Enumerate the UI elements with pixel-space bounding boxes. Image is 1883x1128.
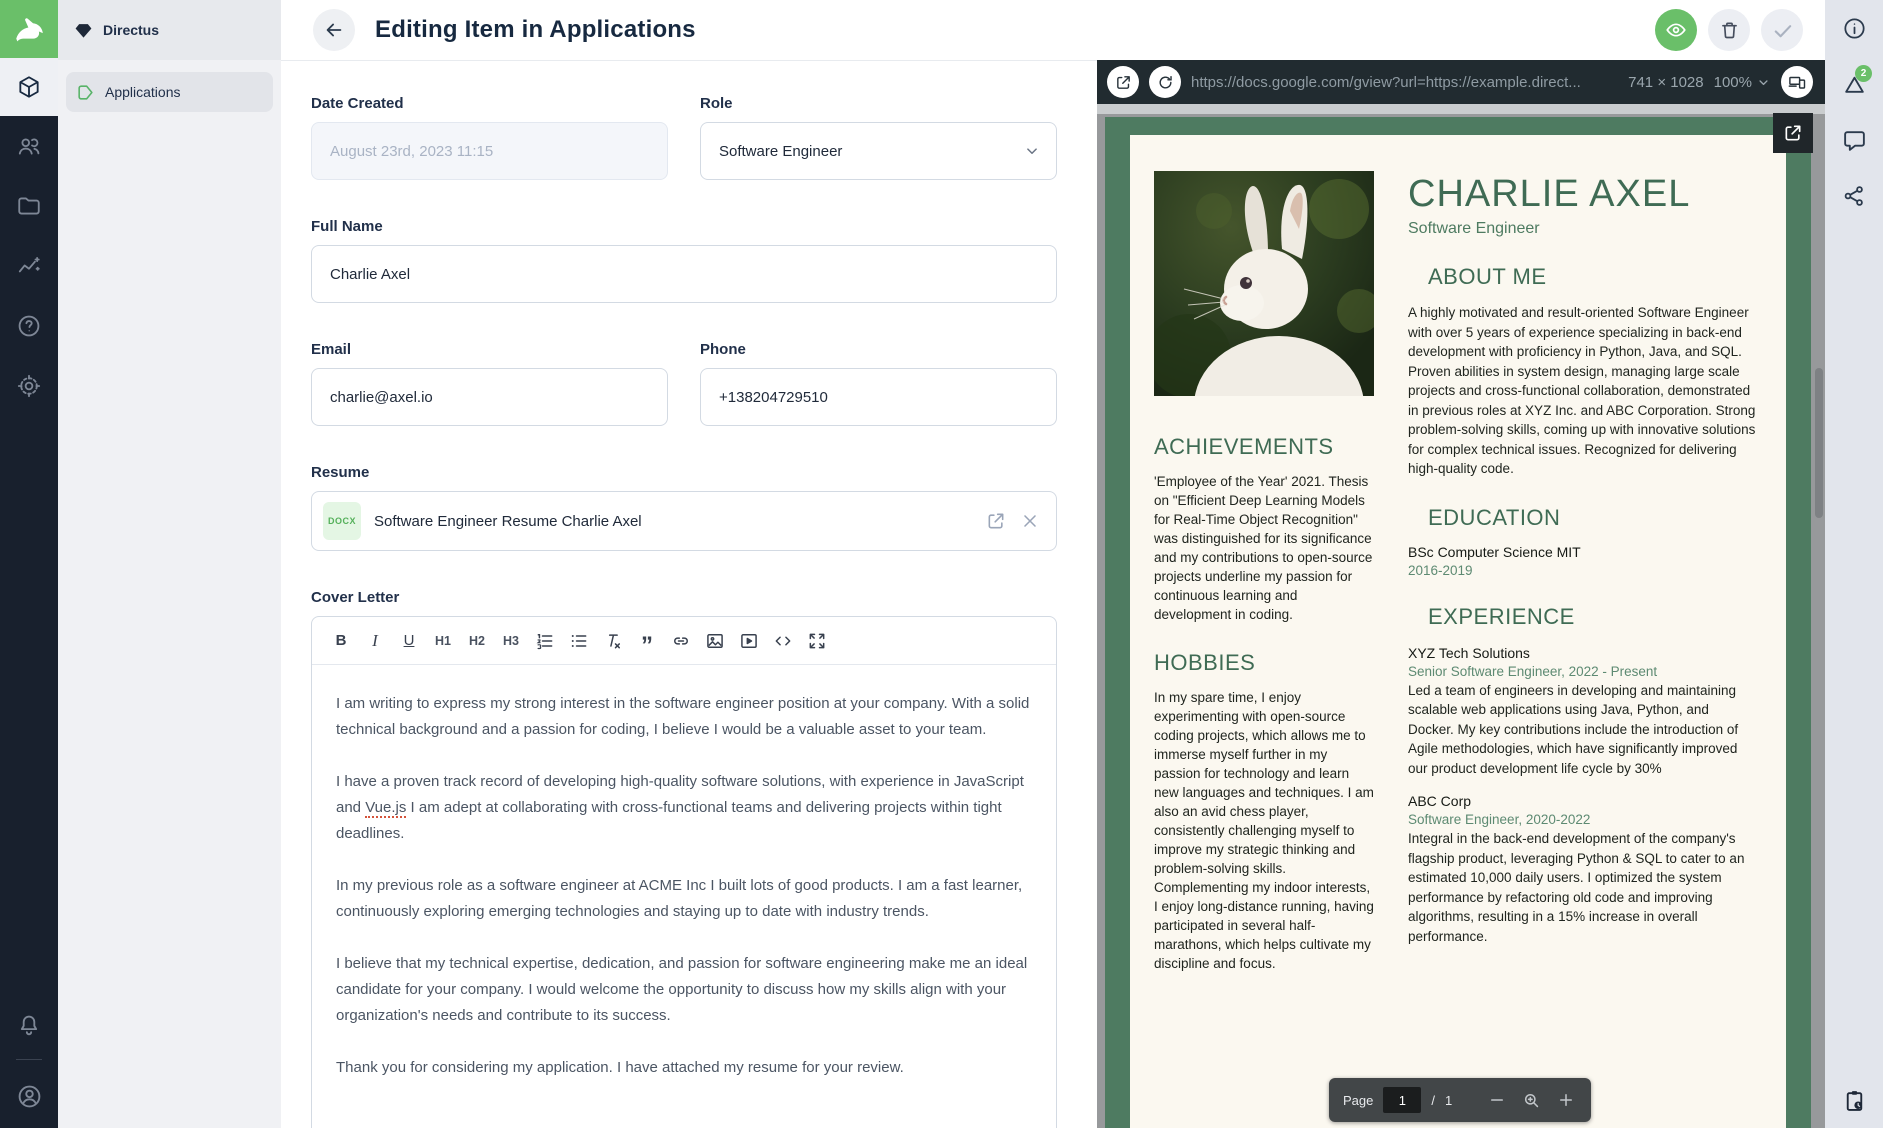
applicant-photo xyxy=(1154,171,1374,396)
resume-left-column xyxy=(1154,171,1374,1128)
zoom-in-button[interactable] xyxy=(1549,1091,1583,1109)
fullscreen-button[interactable] xyxy=(803,626,831,656)
refresh-preview-button[interactable] xyxy=(1149,66,1181,98)
zoom-level-select[interactable] xyxy=(1714,74,1771,91)
remove-file-icon[interactable] xyxy=(1020,511,1040,531)
users-icon xyxy=(16,133,42,159)
editor-toolbar xyxy=(312,617,1056,665)
module-bar-divider xyxy=(16,1059,42,1060)
education-degree: BSc Computer Science MIT xyxy=(1408,543,1581,560)
full-name-input[interactable] xyxy=(311,245,1057,303)
preview-url[interactable]: https://docs.google.com/gview?url=https://example.direct... xyxy=(1191,73,1581,91)
rabbit-logo-icon xyxy=(12,12,46,46)
page-total: 1 xyxy=(1445,1092,1453,1108)
resume-document-frame xyxy=(1105,117,1811,1128)
notification-count-badge: 2 xyxy=(1855,65,1872,82)
page-number-input[interactable] xyxy=(1383,1087,1421,1113)
job-role: Senior Software Engineer, 2022 - Present xyxy=(1408,663,1658,679)
info-drawer-button[interactable] xyxy=(1825,0,1883,56)
document-viewport xyxy=(1097,104,1825,1128)
workspace xyxy=(281,0,1825,1128)
hobbies-text: In my spare time, I enjoy experimenting with open-source coding projects, which allows me to immerse myself further in my passion for technology and learn new languages and techniques. I am also an avid chess player, consistently challenging myself to improve my strategic thinking and problem-solving skills. Complementing my indoor interests, I enjoy long-distance running, having participated in several half-marathons, which helps cultivate my discipline and focus. xyxy=(1154,690,1374,971)
resume-file-field[interactable] xyxy=(311,491,1057,551)
folder-icon xyxy=(16,193,42,219)
arrow-left-icon xyxy=(323,19,345,41)
preview-url-bar xyxy=(1097,60,1825,104)
cover-letter-paragraph: I believe that my technical expertise, dedication, and passion for software engineering make me an ideal candidate for your company. I would welcome the opportunity to discuss how my skills align with your organization's needs and contribute to its success. xyxy=(336,955,1028,1024)
h3-button[interactable]: H3 xyxy=(503,633,519,648)
module-settings[interactable] xyxy=(0,356,58,416)
job-description: Integral in the back-end development of the company's flagship product, leveraging Python & SQL to cater to an estimated 10,000 daily users. I optimized the system performance by refactoring old code and improving algorithms, resulting in a 15% increase in overall performance. xyxy=(1408,831,1745,944)
module-files[interactable] xyxy=(0,176,58,236)
insights-chart-icon xyxy=(16,253,42,279)
date-created-label: Date Created xyxy=(311,95,404,112)
field-full-name xyxy=(311,218,1057,303)
education-years: 2016-2019 xyxy=(1408,562,1473,578)
cover-letter-paragraph: I have a proven track record of developing high-quality software solutions, with experience in JavaScript and Vue.js I am adept at collaborating with cross-functional teams and delivering projects within tight deadlines. xyxy=(336,773,1024,842)
cover-letter-text[interactable] xyxy=(312,665,1056,1128)
zoom-level-value: 100% xyxy=(1713,73,1752,91)
role-label: Role xyxy=(700,95,733,112)
field-cover-letter xyxy=(311,589,1057,1128)
about-text: A highly motivated and result-oriented Software Engineer with over 5 years of experience specializing in back-end development with proficiency in Python, Java, and SQL. Proven abilities in system design, managing large scale projects and cross-functional collaboration, demonstrated in previous roles at XYZ Inc. and ABC Corporation. Strong problem-solving skills, coming up with innovative solutions for complex technical issues. Recognized for delivering high-quality code. xyxy=(1408,305,1756,476)
live-preview-panel xyxy=(1097,60,1825,1128)
email-label: Email xyxy=(311,341,352,358)
italic-button[interactable]: I xyxy=(372,630,378,650)
link-button[interactable] xyxy=(667,626,695,656)
docx-file-badge: DOCX xyxy=(323,502,361,540)
role-select[interactable] xyxy=(700,122,1057,180)
popout-document-button[interactable] xyxy=(1773,113,1813,153)
field-phone xyxy=(700,341,1057,426)
project-gem-icon xyxy=(74,21,93,40)
share-icon xyxy=(1842,184,1866,208)
delete-button[interactable] xyxy=(1708,9,1750,51)
resume-page xyxy=(1130,135,1786,1128)
blockquote-button[interactable]: ” xyxy=(641,631,653,659)
share-drawer-button[interactable] xyxy=(1825,168,1883,224)
full-name-label: Full Name xyxy=(311,218,383,235)
achievements-text: 'Employee of the Year' 2021. Thesis on "Efficient Deep Learning Models for Real-Time Object Recognition" was distinguished for its significance and my contributions to open-source projects underline my passion for continuous learning and development in coding. xyxy=(1154,474,1373,622)
open-file-icon[interactable] xyxy=(986,511,1006,531)
sidebar-item-label: Applications xyxy=(105,84,181,100)
collection-tag-icon xyxy=(76,83,95,102)
resume-file-name: Software Engineer Resume Charlie Axel xyxy=(374,512,642,530)
page-header xyxy=(281,0,1825,60)
pdf-page-toolbar xyxy=(1329,1078,1591,1122)
check-icon xyxy=(1771,19,1794,42)
applicant-name: CHARLIE AXEL xyxy=(1408,173,1691,215)
responsive-device-toggle-button[interactable] xyxy=(1781,66,1813,98)
education-heading: EDUCATION xyxy=(1428,504,1561,530)
about-heading: ABOUT ME xyxy=(1428,264,1547,289)
page-label: Page xyxy=(1343,1092,1374,1108)
date-created-input xyxy=(311,122,668,180)
info-icon xyxy=(1842,16,1867,41)
clipboard-clock-icon xyxy=(1842,1088,1867,1113)
account-circle-icon xyxy=(16,1083,43,1110)
open-in-new-icon xyxy=(1783,123,1803,143)
gear-icon xyxy=(16,373,42,399)
code-button[interactable] xyxy=(769,626,797,656)
notifications-bell[interactable] xyxy=(0,995,58,1055)
module-insights[interactable] xyxy=(0,236,58,296)
module-bar xyxy=(0,0,58,1128)
project-name: Directus xyxy=(103,22,160,38)
resume-label: Resume xyxy=(311,464,370,481)
sidebar-item-applications[interactable] xyxy=(66,72,273,112)
field-email xyxy=(311,341,668,426)
experience-heading: EXPERIENCE xyxy=(1428,603,1575,629)
zoom-out-button[interactable] xyxy=(1480,1091,1514,1109)
item-form xyxy=(281,60,1097,1128)
applicant-title: Software Engineer xyxy=(1408,220,1540,237)
bullet-list-button[interactable] xyxy=(565,626,593,656)
module-help[interactable] xyxy=(0,296,58,356)
revisions-drawer-button[interactable] xyxy=(1825,56,1883,112)
job-role: Software Engineer, 2020-2022 xyxy=(1408,812,1591,827)
activity-drawer-button[interactable] xyxy=(1825,1072,1883,1128)
preview-button[interactable] xyxy=(1655,9,1697,51)
cover-letter-label: Cover Letter xyxy=(311,589,400,606)
directus-logo[interactable] xyxy=(0,0,58,58)
project-switcher[interactable] xyxy=(58,0,281,60)
achievements-heading: ACHIEVEMENTS xyxy=(1154,434,1334,459)
module-content[interactable] xyxy=(0,58,58,116)
cover-letter-paragraph: In my previous role as a software engineer at ACME Inc I built lots of good products. I am a fast learner, continuously exploring emerging technologies and staying up to date with industry trends. xyxy=(336,877,1023,920)
underline-button[interactable]: U xyxy=(403,632,415,649)
bold-button[interactable]: B xyxy=(335,632,347,649)
resume-right-column xyxy=(1408,171,1762,1128)
phone-label: Phone xyxy=(700,341,746,358)
right-sidebar xyxy=(1825,0,1883,1128)
module-users[interactable] xyxy=(0,116,58,176)
field-resume xyxy=(311,464,1057,551)
preview-dimensions: 741 × 1028 xyxy=(1628,73,1704,91)
rich-text-editor xyxy=(311,616,1057,1128)
eye-icon xyxy=(1665,19,1687,41)
navigation-panel xyxy=(58,0,281,1128)
trash-icon xyxy=(1719,20,1740,41)
content-cube-icon xyxy=(16,74,42,100)
spellcheck-flagged-word: Vue.js xyxy=(365,799,407,816)
field-date-created xyxy=(311,95,668,180)
comment-bubble-icon xyxy=(1842,128,1867,153)
job-company: ABC Corp xyxy=(1408,793,1472,809)
cover-letter-paragraph: I am writing to express my strong interest in the software engineer position at your company. With a solid technical background and a passion for coding, I believe I would be a valuable asset to your team. xyxy=(336,695,1030,738)
page-title: Editing Item in Applications xyxy=(375,16,696,43)
ordered-list-button[interactable] xyxy=(531,626,559,656)
cover-letter-paragraph: Thank you for considering my application. I have attached my resume for your review. xyxy=(336,1059,904,1076)
preview-scrollbar-thumb[interactable] xyxy=(1815,368,1823,518)
clear-format-button[interactable] xyxy=(599,626,627,656)
h2-button[interactable]: H2 xyxy=(469,633,485,648)
job-company: XYZ Tech Solutions xyxy=(1408,644,1530,661)
field-role xyxy=(700,95,1057,180)
email-input[interactable] xyxy=(311,368,668,426)
open-preview-new-tab-button[interactable] xyxy=(1107,66,1139,98)
zoom-tool-button[interactable] xyxy=(1514,1091,1549,1110)
hobbies-heading: HOBBIES xyxy=(1154,650,1256,675)
insert-video-button[interactable] xyxy=(735,626,763,656)
user-account[interactable] xyxy=(0,1064,58,1128)
insert-image-button[interactable] xyxy=(701,626,729,656)
page-separator: / xyxy=(1431,1092,1435,1108)
content-row xyxy=(281,60,1825,1128)
h1-button[interactable]: H1 xyxy=(435,633,451,648)
save-button[interactable] xyxy=(1761,9,1803,51)
back-button[interactable] xyxy=(313,9,355,51)
phone-input[interactable] xyxy=(700,368,1057,426)
header-actions xyxy=(1655,9,1803,51)
bell-icon xyxy=(16,1012,42,1038)
job-description: Led a team of engineers in developing and maintaining scalable web applications using Java, Python, and Docker. My key contributions include the introduction of Agile methodologies, which have significantly improved our product development life cycle by 30% xyxy=(1408,682,1739,776)
comments-drawer-button[interactable] xyxy=(1825,112,1883,168)
help-icon xyxy=(16,313,42,339)
